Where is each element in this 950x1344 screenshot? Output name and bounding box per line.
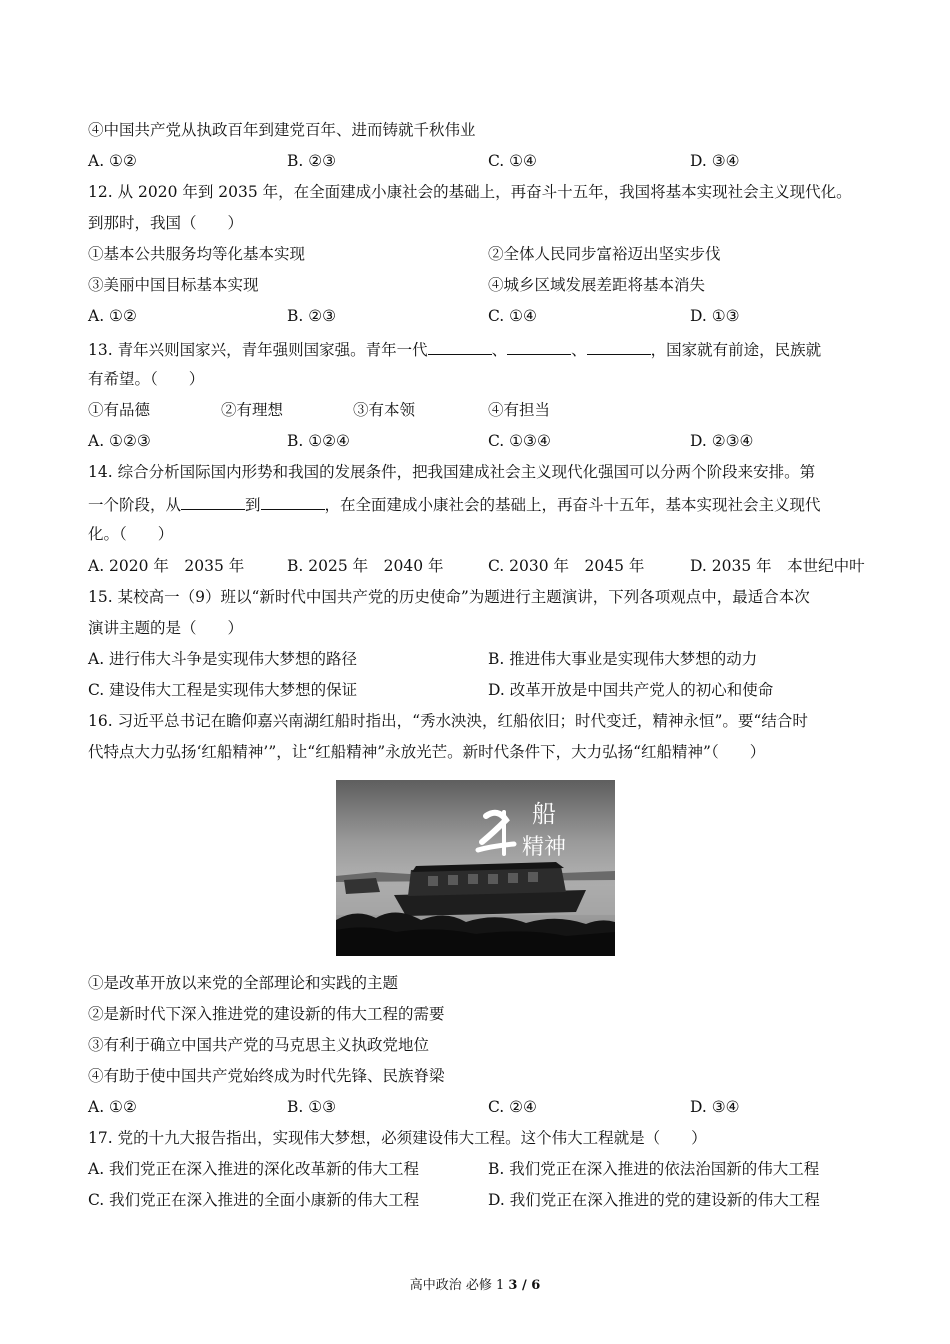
q13-stem-part-b: ，国家就有前途，民族就	[650, 341, 822, 359]
q17-options-row1	[88, 1159, 868, 1179]
q13-stem-line2: 有希望。（ ）	[88, 370, 205, 388]
q13-item-4: ④有担当	[488, 401, 551, 419]
q11-options	[88, 151, 868, 171]
q14-blank-2	[261, 493, 325, 510]
page-footer	[0, 1277, 950, 1295]
q13-stem-line1	[88, 338, 821, 360]
q11-option-a: A. ①②	[88, 152, 137, 170]
q14-stem-line1: 14. 综合分析国际国内形势和我国的发展条件，把我国建成社会主义现代化强国可以分两个阶段来安排。第	[88, 463, 816, 481]
q12-option-b: B. ②③	[287, 307, 337, 325]
q15-option-c: C. 建设伟大工程是实现伟大梦想的保证	[88, 681, 358, 699]
footer-page-number: 3 / 6	[508, 1278, 541, 1293]
q16-option-d: D. ③④	[690, 1098, 740, 1116]
q12-item-1: ①基本公共服务均等化基本实现	[88, 245, 306, 263]
q14-stem-line3: 化。（ ）	[88, 525, 174, 543]
q11-option-c: C. ①④	[488, 152, 537, 170]
q14-stem-part-a: 一个阶段，从	[88, 496, 182, 514]
q13-items	[88, 400, 868, 420]
q14-options	[88, 556, 868, 576]
q16-options	[88, 1097, 868, 1117]
q17-option-d: D. 我们党正在深入推进的党的建设新的伟大工程	[488, 1191, 820, 1209]
q13-blank-3	[587, 338, 651, 355]
q13-options	[88, 431, 868, 451]
footer-course: 高中政治 必修 1	[409, 1278, 509, 1293]
q17-option-b: B. 我们党正在深入推进的依法治国新的伟大工程	[488, 1160, 820, 1178]
q13-sep-1: 、	[491, 341, 508, 359]
q16-item-4: ④有助于使中国共产党始终成为时代先锋、民族脊梁	[88, 1067, 445, 1085]
q17-options-row2	[88, 1190, 868, 1210]
q13-blank-2	[507, 338, 571, 355]
q15-options-row2	[88, 680, 868, 700]
q15-option-b: B. 推进伟大事业是实现伟大梦想的动力	[488, 650, 758, 668]
q13-option-a: A. ①②③	[88, 432, 151, 450]
q14-option-c: C. 2030 年 2045 年	[488, 557, 645, 575]
q16-stem-line2: 代特点大力弘扬‘红船精神’”，让“红船精神”永放光芒。新时代条件下，大力弘扬“红船精神”（ ）	[88, 743, 766, 761]
q12-stem-line1: 12. 从 2020 年到 2035 年，在全面建成小康社会的基础上，再奋斗十五年，我国将基本实现社会主义现代化。	[88, 183, 852, 201]
red-boat-photo	[336, 780, 615, 956]
q13-sep-2: 、	[571, 341, 587, 359]
q14-stem-part-b: 到	[245, 496, 261, 514]
q12-item-4: ④城乡区域发展差距将基本消失	[488, 276, 706, 294]
q15-stem-line2: 演讲主题的是（ ）	[88, 619, 244, 637]
q16-item-3: ③有利于确立中国共产党的马克思主义执政党地位	[88, 1036, 430, 1054]
q12-items-row1	[88, 244, 868, 264]
q11-option-d: D. ③④	[690, 152, 740, 170]
q17-option-a: A. 我们党正在深入推进的深化改革新的伟大工程	[88, 1160, 420, 1178]
q14-option-a: A. 2020 年 2035 年	[88, 557, 245, 575]
q13-item-2: ②有理想	[221, 401, 284, 419]
q14-blank-1	[181, 493, 245, 510]
q16-option-a: A. ①②	[88, 1098, 137, 1116]
q14-stem-line2	[88, 493, 821, 515]
q13-item-1: ①有品德	[88, 401, 151, 419]
q13-option-d: D. ②③④	[690, 432, 754, 450]
q15-options-row1	[88, 649, 868, 669]
red-boat-illustration	[336, 780, 615, 956]
q12-option-d: D. ①③	[690, 307, 740, 325]
q16-option-c: C. ②④	[488, 1098, 537, 1116]
q12-option-c: C. ①④	[488, 307, 537, 325]
q12-stem-line2: 到那时，我国（ ）	[88, 214, 244, 232]
q13-blank-1	[428, 338, 492, 355]
q11-item-4: ④中国共产党从执政百年到建党百年、进而铸就千秋伟业	[88, 121, 476, 139]
q17-option-c: C. 我们党正在深入推进的全面小康新的伟大工程	[88, 1191, 420, 1209]
q16-item-2: ②是新时代下深入推进党的建设新的伟大工程的需要	[88, 1005, 445, 1023]
q14-option-b: B. 2025 年 2040 年	[287, 557, 444, 575]
photo-caption-char-1: 船	[532, 800, 556, 828]
q13-stem-part-a: 13. 青年兴则国家兴，青年强则国家强。青年一代	[88, 341, 428, 359]
photo-caption-chars: 精神	[522, 835, 567, 860]
q12-items-row2	[88, 275, 868, 295]
q14-option-d: D. 2035 年 本世纪中叶	[690, 557, 865, 575]
q11-option-b: B. ②③	[287, 152, 337, 170]
q12-item-3: ③美丽中国目标基本实现	[88, 276, 259, 294]
q17-stem: 17. 党的十九大报告指出，实现伟大梦想，必须建设伟大工程。这个伟大工程就是（ ）	[88, 1129, 707, 1147]
q12-option-a: A. ①②	[88, 307, 137, 325]
q15-option-a: A. 进行伟大斗争是实现伟大梦想的路径	[88, 650, 358, 668]
q16-item-1: ①是改革开放以来党的全部理论和实践的主题	[88, 974, 399, 992]
q16-option-b: B. ①③	[287, 1098, 337, 1116]
q13-option-b: B. ①②④	[287, 432, 350, 450]
q13-item-3: ③有本领	[353, 401, 416, 419]
q14-stem-part-c: ，在全面建成小康社会的基础上，再奋斗十五年，基本实现社会主义现代	[324, 496, 821, 514]
q15-option-d: D. 改革开放是中国共产党人的初心和使命	[488, 681, 774, 699]
q13-option-c: C. ①③④	[488, 432, 551, 450]
q12-options	[88, 306, 868, 326]
q15-stem-line1: 15. 某校高一（9）班以“新时代中国共产党的历史使命”为题进行主题演讲，下列各项观点中，最适合本次	[88, 588, 810, 606]
q12-item-2: ②全体人民同步富裕迈出坚实步伐	[488, 245, 721, 263]
q16-stem-line1: 16. 习近平总书记在瞻仰嘉兴南湖红船时指出，“秀水泱泱，红船依旧；时代变迁，精神永恒”。要“结合时	[88, 712, 808, 730]
